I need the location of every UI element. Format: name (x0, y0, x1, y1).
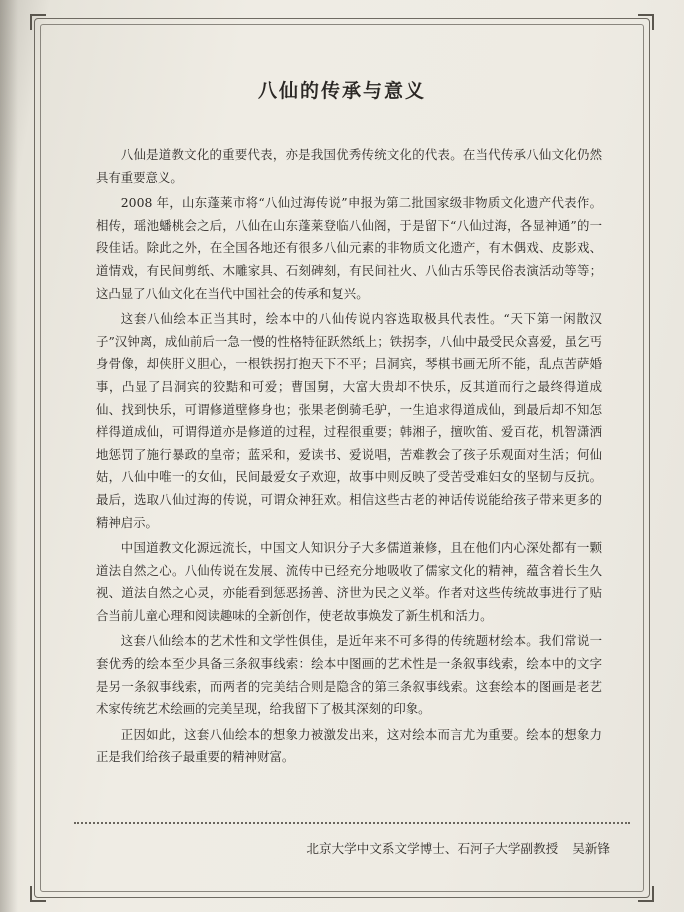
paragraph-3: 这套八仙绘本正当其时，绘本中的八仙传说内容选取极具代表性。“天下第一闲散汉子”汉钟离，成仙前后一急一慢的性格特征跃然纸上；铁拐李，八仙中最受民众喜爱，虽乞丐身骨像，却侠肝义胆心，一根铁拐打抱天下不平；吕洞宾，琴棋书画无所不能，乱点苦萨婚事，凸显了吕洞宾的狡黠和可爱；曹国舅，大富大贵却不快乐，反其道而行之最终得道成仙、找到快乐，可谓修道壁修身也；张果老倒骑毛驴，一生追求得道成仙，到最后却不知怎样得道成仙，可谓得道亦是修道的过程，过程很重要；韩湘子，擅吹笛、爱百花，机智潇洒地惩罚了施行暴政的皇帝；蓝采和，爱读书、爱说唱，苦难教会了孩子乐观面对生活；何仙姑，八仙中唯一的女仙，民间最爱女子欢迎，故事中则反映了受苦受难妇女的坚韧与反抗。最后，选取八仙过海的传说，可谓众神狂欢。相信这些古老的神话传说能给孩子带来更多的精神启示。 (96, 311, 602, 530)
paragraph-1: 八仙是道教文化的重要代表，亦是我国优秀传统文化的代表。在当代传承八仙文化仍然具有重要意义。 (96, 147, 602, 185)
paragraph-6: 正因如此，这套八仙绘本的想象力被激发出来，这对绘本而言尤为重要。绘本的想象力正是我们给孩子最重要的精神财富。 (96, 726, 602, 765)
author-name: 吴新锋 (572, 841, 610, 856)
frame-corner-top-left (30, 14, 46, 30)
dotted-divider (74, 822, 630, 824)
spine-shadow (0, 0, 18, 912)
frame-corner-bottom-left (30, 886, 46, 902)
author-signature (306, 838, 610, 857)
frame-corner-top-right (638, 14, 654, 30)
frame-corner-bottom-right (638, 886, 654, 902)
paragraph-5: 这套八仙绘本的艺术性和文学性俱佳，是近年来不可多得的传统题材绘本。我们常说一套优秀的绘本至少具备三条叙事线索：绘本中图画的艺术性是一条叙事线索，绘本中的文字是另一条叙事线索，而两者的完美结合则是隐含的第三条叙事线索。这套绘本的图画是老艺术家传统艺术绘画的完美呈现，给我留下了极其深刻的印象。 (96, 633, 602, 717)
paragraph-4: 中国道教文化源远流长，中国文人知识分子大多儒道兼修，且在他们内心深处都有一颗道法自然之心。八仙传说在发展、流传中已经充分地吸收了儒家文化的精神，蕴含着长生久视、道法自然之心灵，亦能看到惩恶扬善、济世为民之义举。作者对这些传统故事进行了贴合当前儿童心理和阅读趣味的全新创作，使老故事焕发了新生机和活力。 (96, 540, 602, 623)
article-body (96, 144, 602, 772)
paragraph-2: 2008 年，山东蓬莱市将“八仙过海传说”申报为第二批国家级非物质文化遗产代表作。相传，瑶池蟠桃会之后，八仙在山东蓬莱登临八仙阁，于是留下“八仙过海，各显神通”的一段佳话。除此之外，在全国各地还有很多八仙元素的非物质文化遗产，有木偶戏、皮影戏、道情戏，有民间剪纸、木雕家具、石刻碑刻，有民间社火、八仙古乐等民俗表演活动等等；这凸显了八仙文化在当代中国社会的传承和复兴。 (96, 195, 602, 301)
author-affiliation: 北京大学中文系文学博士、石河子大学副教授 (306, 841, 559, 856)
page-title: 八仙的传承与意义 (257, 80, 426, 102)
